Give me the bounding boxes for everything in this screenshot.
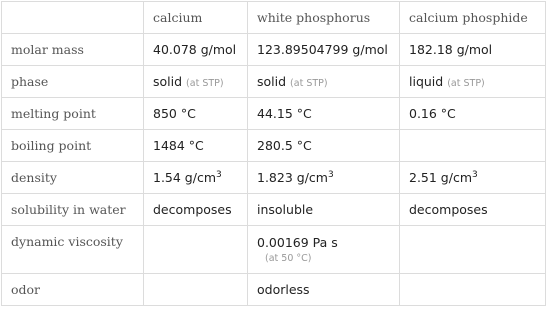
cell-calcium-melting-point: 850 °C	[144, 98, 248, 130]
cell-calcium-phosphide-melting-point: 0.16 °C	[400, 98, 546, 130]
cell-calcium-phosphide-density	[400, 162, 546, 194]
table-row-molar-mass	[2, 34, 546, 66]
table-row-odor	[2, 274, 546, 306]
cell-calcium-phase	[144, 66, 248, 98]
row-label-viscosity: dynamic viscosity	[2, 226, 144, 274]
density-exponent: 3	[216, 170, 222, 180]
row-label-molar-mass: molar mass	[2, 34, 144, 66]
row-label-odor: odor	[2, 274, 144, 306]
cell-white-phosphorus-molar-mass: 123.89504799 g/mol	[248, 34, 400, 66]
row-label-solubility: solubility in water	[2, 194, 144, 226]
table-row-solubility	[2, 194, 546, 226]
cell-white-phosphorus-odor: odorless	[248, 274, 400, 306]
header-row	[2, 2, 546, 34]
density-exponent: 3	[472, 170, 478, 180]
row-label-phase: phase	[2, 66, 144, 98]
cell-calcium-phosphide-boiling-point	[400, 130, 546, 162]
viscosity-value: 0.00169 Pa s	[257, 235, 338, 250]
table-row-melting-point	[2, 98, 546, 130]
cell-calcium-odor	[144, 274, 248, 306]
phase-note: (at STP)	[186, 78, 224, 89]
phase-value: liquid	[409, 74, 444, 89]
density-value: 1.54 g/cm	[153, 170, 217, 185]
cell-white-phosphorus-phase	[248, 66, 400, 98]
phase-note: (at STP)	[447, 78, 485, 89]
table-row-phase	[2, 66, 546, 98]
cell-white-phosphorus-melting-point: 44.15 °C	[248, 98, 400, 130]
properties-table	[1, 1, 546, 306]
viscosity-note: (at 50 °C)	[265, 253, 312, 264]
cell-white-phosphorus-boiling-point: 280.5 °C	[248, 130, 400, 162]
column-header-calcium-phosphide: calcium phosphide	[400, 2, 546, 34]
corner-header	[2, 2, 144, 34]
phase-value: solid	[257, 74, 287, 89]
cell-calcium-phosphide-solubility: decomposes	[400, 194, 546, 226]
cell-calcium-boiling-point: 1484 °C	[144, 130, 248, 162]
phase-value: solid	[153, 74, 183, 89]
column-header-calcium: calcium	[144, 2, 248, 34]
cell-white-phosphorus-viscosity	[248, 226, 400, 274]
table-row-boiling-point	[2, 130, 546, 162]
cell-calcium-molar-mass: 40.078 g/mol	[144, 34, 248, 66]
cell-white-phosphorus-density	[248, 162, 400, 194]
cell-calcium-density	[144, 162, 248, 194]
cell-calcium-phosphide-viscosity	[400, 226, 546, 274]
row-label-boiling-point: boiling point	[2, 130, 144, 162]
cell-white-phosphorus-solubility: insoluble	[248, 194, 400, 226]
cell-calcium-viscosity	[144, 226, 248, 274]
density-exponent: 3	[327, 170, 334, 180]
phase-note: (at STP)	[290, 78, 328, 89]
density-value: 1.823 g/cm	[257, 170, 328, 185]
table-row-density	[2, 162, 546, 194]
table-row-viscosity	[2, 226, 546, 274]
row-label-melting-point: melting point	[2, 98, 144, 130]
cell-calcium-phosphide-odor	[400, 274, 546, 306]
row-label-density: density	[2, 162, 144, 194]
cell-calcium-phosphide-phase	[400, 66, 546, 98]
cell-calcium-solubility: decomposes	[144, 194, 248, 226]
cell-calcium-phosphide-molar-mass: 182.18 g/mol	[400, 34, 546, 66]
column-header-white-phosphorus: white phosphorus	[248, 2, 400, 34]
density-value: 2.51 g/cm	[409, 170, 473, 185]
